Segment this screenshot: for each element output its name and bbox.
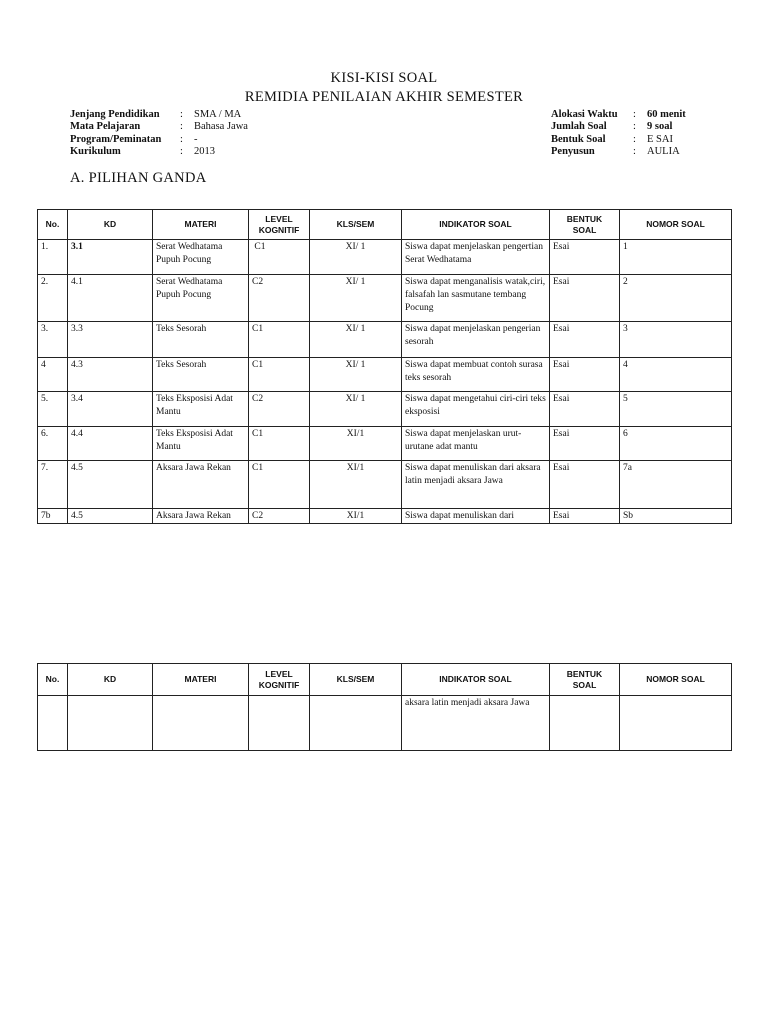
cell-level: C1 (249, 461, 310, 509)
meta-label: Jenjang Pendidikan (70, 109, 160, 120)
header-no: No. (38, 210, 68, 240)
header-indikator: INDIKATOR SOAL (402, 210, 550, 240)
cell-kls: XI/1 (310, 461, 402, 509)
section-title: A. PILIHAN GANDA (70, 170, 207, 186)
table-row (38, 509, 732, 524)
cell-kd (68, 696, 153, 751)
cell-nomor: 5 (620, 392, 732, 427)
cell-nomor: 1 (620, 240, 732, 275)
cell-bentuk: Esai (550, 461, 620, 509)
document-title: KISI-KISI SOAL (330, 70, 438, 86)
cell-kls: XI/1 (310, 509, 402, 524)
cell-materi: Teks Eksposisi Adat Mantu (153, 427, 249, 461)
cell-materi (153, 696, 249, 751)
cell-kd: 4.5 (68, 461, 153, 509)
header-no: No. (38, 664, 68, 696)
cell-kd: 4.5 (68, 509, 153, 524)
cell-kls: XI/ 1 (310, 275, 402, 322)
header-bentuk-line2: SOAL (572, 224, 597, 235)
cell-indikator: Siswa dapat menganalisis watak,ciri, falsafah lan sasmutane tembang Pocung (402, 275, 550, 322)
meta-label: Jumlah Soal (551, 121, 607, 132)
header-bentuk (550, 210, 620, 240)
cell-level: C1 (249, 240, 310, 275)
header-nomor: NOMOR SOAL (620, 210, 732, 240)
cell-no: 2. (38, 275, 68, 322)
header-bentuk (550, 664, 620, 696)
cell-kd: 4.4 (68, 427, 153, 461)
header-bentuk-line2: SOAL (572, 679, 597, 690)
cell-materi: Serat Wedhatama Pupuh Pocung (153, 275, 249, 322)
cell-indikator: aksara latin menjadi aksara Jawa (402, 696, 550, 751)
header-kls: KLS/SEM (310, 210, 402, 240)
table-header-row (38, 210, 732, 240)
cell-kd: 3.1 (68, 240, 153, 275)
header-level-line1: LEVEL (265, 668, 293, 679)
header-indikator: INDIKATOR SOAL (402, 664, 550, 696)
meta-value: 60 menit (647, 109, 686, 120)
cell-no: 4 (38, 358, 68, 392)
cell-nomor: Sb (620, 509, 732, 524)
header-materi: MATERI (153, 210, 249, 240)
cell-no: 3. (38, 322, 68, 358)
header-level (249, 664, 310, 696)
table-row (38, 392, 732, 427)
meta-colon: : (633, 146, 636, 157)
cell-kls (310, 696, 402, 751)
cell-indikator: Siswa dapat menjelaskan pengertian Serat Wedhatama (402, 240, 550, 275)
kisi-kisi-table-continued (37, 663, 732, 751)
cell-materi: Teks Eksposisi Adat Mantu (153, 392, 249, 427)
meta-label: Mata Pelajaran (70, 121, 141, 132)
cell-nomor: 3 (620, 322, 732, 358)
cell-nomor: 6 (620, 427, 732, 461)
cell-bentuk: Esai (550, 427, 620, 461)
cell-no (38, 696, 68, 751)
table-row (38, 358, 732, 392)
table-header-row (38, 664, 732, 696)
meta-colon: : (633, 134, 636, 145)
cell-kd: 3.3 (68, 322, 153, 358)
cell-indikator: Siswa dapat menjelaskan pengerian sesorah (402, 322, 550, 358)
meta-value: SMA / MA (194, 109, 242, 120)
meta-value: AULIA (647, 146, 680, 157)
cell-bentuk (550, 696, 620, 751)
cell-level: C1 (249, 358, 310, 392)
table-row (38, 240, 732, 275)
header-level-line2: KOGNITIF (258, 679, 300, 690)
cell-materi: Teks Sesorah (153, 358, 249, 392)
meta-label: Program/Peminatan (70, 134, 162, 145)
cell-level (249, 696, 310, 751)
cell-nomor (620, 696, 732, 751)
cell-indikator: Siswa dapat mengetahui ciri-ciri teks eksposisi (402, 392, 550, 427)
cell-materi: Teks Sesorah (153, 322, 249, 358)
header-nomor: NOMOR SOAL (620, 664, 732, 696)
cell-kls: XI/ 1 (310, 358, 402, 392)
table-row (38, 461, 732, 509)
header-level-line2: KOGNITIF (258, 224, 300, 235)
meta-colon: : (180, 109, 183, 120)
cell-nomor: 2 (620, 275, 732, 322)
cell-kd: 4.3 (68, 358, 153, 392)
cell-kd: 4.1 (68, 275, 153, 322)
meta-colon: : (633, 109, 636, 120)
meta-label: Kurikulum (70, 146, 121, 157)
document-subtitle: REMIDIA PENILAIAN AKHIR SEMESTER (244, 89, 524, 105)
cell-no: 1. (38, 240, 68, 275)
cell-bentuk: Esai (550, 509, 620, 524)
cell-bentuk: Esai (550, 240, 620, 275)
cell-no: 7. (38, 461, 68, 509)
cell-no: 6. (38, 427, 68, 461)
header-bentuk-line1: BENTUK (566, 668, 603, 679)
meta-label: Penyusun (551, 146, 595, 157)
cell-bentuk: Esai (550, 358, 620, 392)
meta-label: Bentuk Soal (551, 134, 606, 145)
cell-kls: XI/ 1 (310, 240, 402, 275)
cell-no: 7b (38, 509, 68, 524)
cell-no: 5. (38, 392, 68, 427)
meta-colon: : (180, 121, 183, 132)
cell-indikator: Siswa dapat menjelaskan urut-urutane adat mantu (402, 427, 550, 461)
header-level-line1: LEVEL (265, 213, 293, 224)
cell-level: C1 (249, 322, 310, 358)
meta-value: Bahasa Jawa (194, 121, 248, 132)
table-row (38, 322, 732, 358)
meta-value: E SAI (647, 134, 673, 145)
meta-colon: : (180, 134, 183, 145)
cell-nomor: 7a (620, 461, 732, 509)
cell-bentuk: Esai (550, 275, 620, 322)
header-level (249, 210, 310, 240)
header-kd: KD (68, 210, 153, 240)
cell-level: C2 (249, 509, 310, 524)
cell-materi: Serat Wedhatama Pupuh Pocung (153, 240, 249, 275)
header-materi: MATERI (153, 664, 249, 696)
cell-bentuk: Esai (550, 392, 620, 427)
cell-nomor: 4 (620, 358, 732, 392)
cell-level: C2 (249, 392, 310, 427)
cell-kls: XI/ 1 (310, 392, 402, 427)
meta-value: - (194, 134, 198, 145)
header-bentuk-line1: BENTUK (566, 213, 603, 224)
meta-label: Alokasi Waktu (551, 109, 618, 120)
kisi-kisi-table (37, 209, 732, 524)
cell-kd: 3.4 (68, 392, 153, 427)
cell-bentuk: Esai (550, 322, 620, 358)
meta-colon: : (180, 146, 183, 157)
meta-value: 2013 (194, 146, 215, 157)
cell-indikator: Siswa dapat menuliskan dari (402, 509, 550, 524)
header-kls: KLS/SEM (310, 664, 402, 696)
cell-materi: Aksara Jawa Rekan (153, 509, 249, 524)
meta-value: 9 soal (647, 121, 673, 132)
header-kd: KD (68, 664, 153, 696)
cell-level: C2 (249, 275, 310, 322)
meta-colon: : (633, 121, 636, 132)
cell-level: C1 (249, 427, 310, 461)
cell-indikator: Siswa dapat menuliskan dari aksara latin menjadi aksara Jawa (402, 461, 550, 509)
table-row (38, 275, 732, 322)
cell-materi: Aksara Jawa Rekan (153, 461, 249, 509)
table-row (38, 696, 732, 751)
table-row (38, 427, 732, 461)
cell-kls: XI/ 1 (310, 322, 402, 358)
cell-indikator: Siswa dapat membuat contoh surasa teks sesorah (402, 358, 550, 392)
cell-kls: XI/1 (310, 427, 402, 461)
